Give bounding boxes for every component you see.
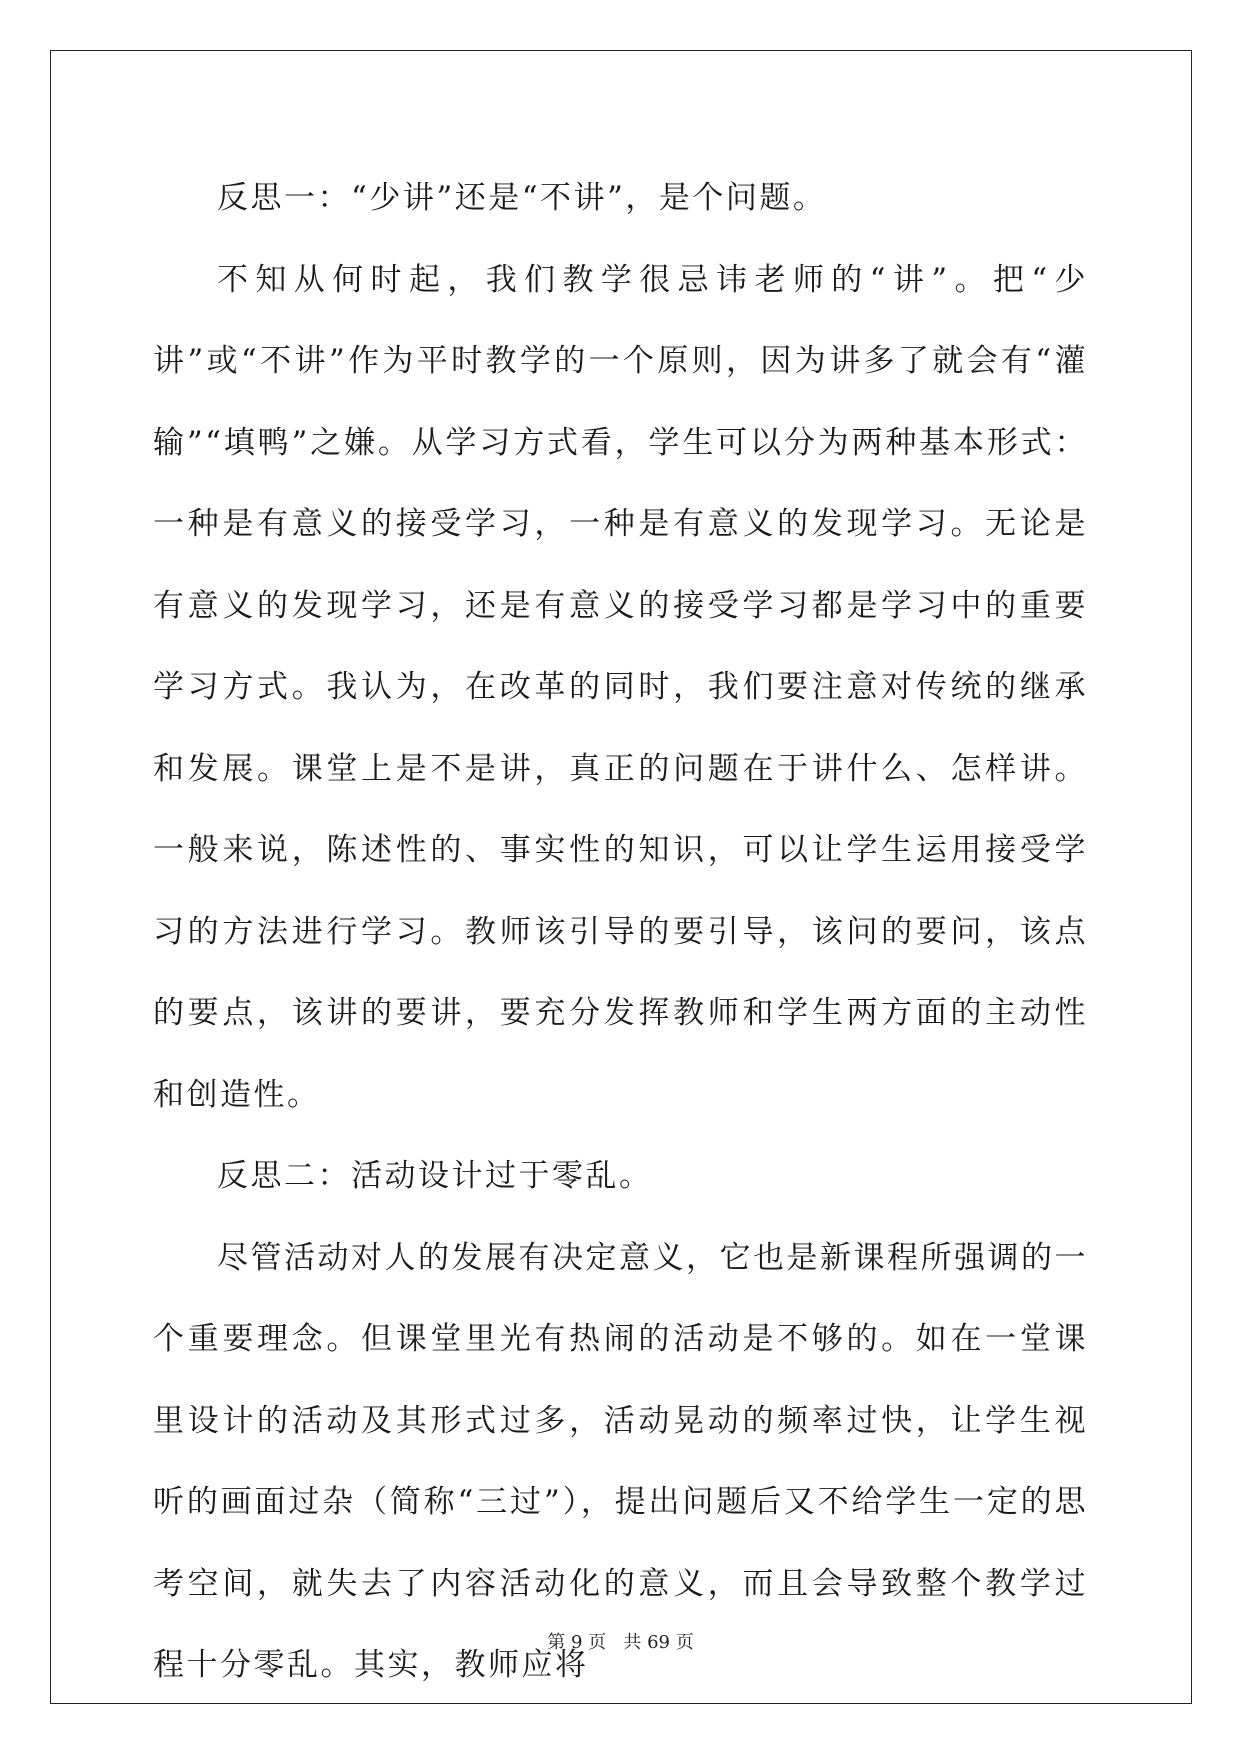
document-body bbox=[153, 158, 1088, 1707]
page-total: 共 69 页 bbox=[623, 1632, 694, 1653]
page-footer bbox=[0, 1628, 1241, 1654]
paragraph-reflection-two-heading: 反思二：活动设计过于零乱。 bbox=[217, 1158, 653, 1194]
paragraph-reflection-one-heading: 反思一：“少讲”还是“不讲”，是个问题。 bbox=[217, 180, 827, 216]
paragraph-reflection-one-body: 不知从何时起，我们教学很忌讳老师的“讲”。把“少讲”或“不讲”作为平时教学的一个原则，因为讲多了就会有“灌输”“填鸭”之嫌。从学习方式看，学生可以分为两种基本形式：一种是有意义的接受学习，一种是有意义的发现学习。无论是有意义的发现学习，还是有意义的接受学习都是学习中的重要学习方式。我认为，在改革的同时，我们要注意对传统的继承和发展。课堂上是不是讲，真正的问题在于讲什么、怎样讲。一般来说，陈述性的、事实性的知识，可以让学生运用接受学习的方法进行学习。教师该引导的要引导，该问的要问，该点的要点，该讲的要讲，要充分发挥教师和学生两方面的主动性和创造性。 bbox=[153, 261, 1088, 1113]
paragraph-reflection-two-body: 尽管活动对人的发展有决定意义，它也是新课程所强调的一个重要理念。但课堂里光有热闹的活动是不够的。如在一堂课里设计的活动及其形式过多，活动晃动的频率过快，让学生视听的画面过杂（简称“三过”），提出问题后又不给学生一定的思考空间，就失去了内容活动化的意义，而且会导致整个教学过程十分零乱。其实，教师应将 bbox=[153, 1239, 1088, 1683]
page-number: 第 9 页 bbox=[547, 1632, 607, 1653]
